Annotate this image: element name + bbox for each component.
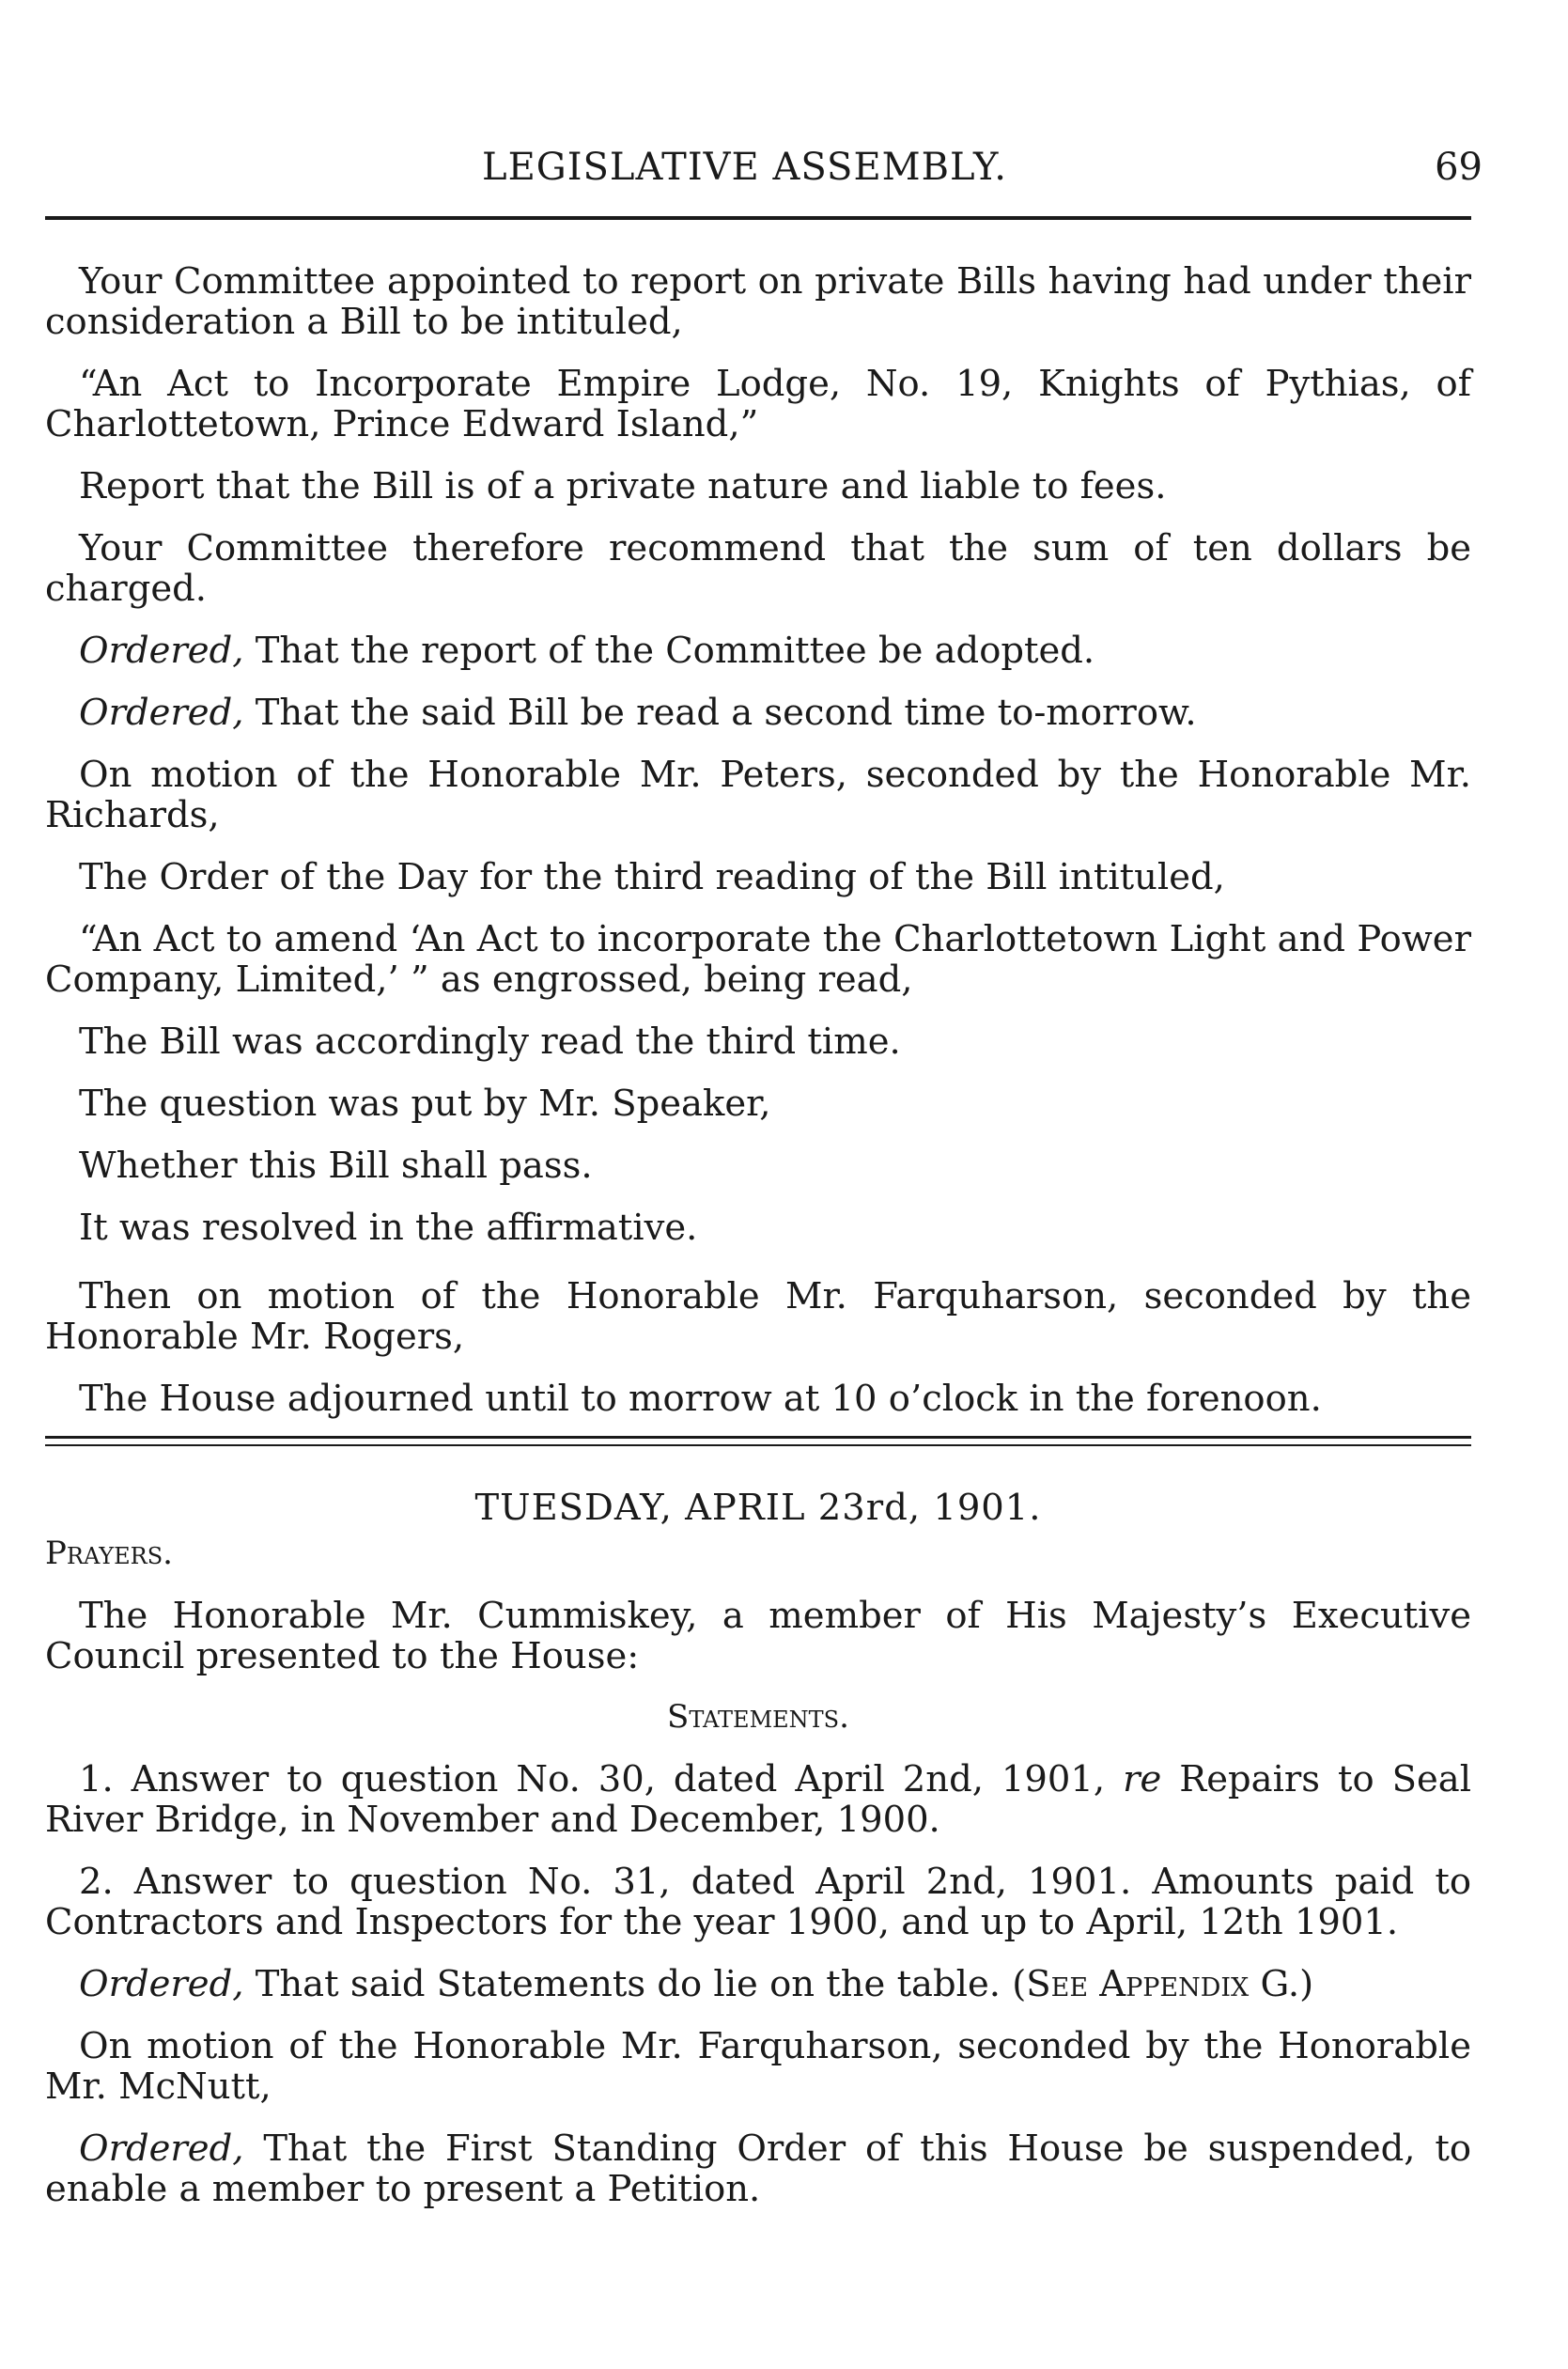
order-standing-order [45, 2128, 1471, 2209]
house-adjourned: The House adjourned until to morrow at 10 o’clock in the forenoon. [79, 1378, 1322, 1420]
running-head [45, 146, 1483, 202]
motion-peters: On motion of the Honorable Mr. Peters, seconded by the Honorable Mr. Richards, [45, 754, 1471, 836]
re-label: re [1123, 1758, 1162, 1800]
order-statements-table [45, 1964, 1471, 2004]
prayers-label: Prayers. [45, 1535, 173, 1572]
order-text: That said Statements do lie on the table. [243, 1963, 1013, 2005]
resolved-affirmative: It was resolved in the affirmative. [79, 1207, 698, 1249]
statement-item-2: 2. Answer to question No. 31, dated April 2nd, 1901. Amounts paid to Contractors and Inspectors for the year 1900, and up to April, 12th 1901. [45, 1861, 1471, 1943]
page-body [45, 261, 1471, 2209]
ordered-label: Ordered, [79, 692, 244, 734]
order-text: That the said Bill be read a second time to-morrow. [243, 692, 1197, 734]
ordered-label: Ordered, [79, 630, 244, 672]
fee-recommendation: Your Committee therefore recommend that the sum of ten dollars be charged. [45, 527, 1471, 610]
motion-adjourn: Then on motion of the Honorable Mr. Farquharson, seconded by the Honorable Mr. Rogers, [45, 1275, 1471, 1358]
order-of-day: The Order of the Day for the third reading of the Bill intituled, [79, 856, 1225, 898]
statements-heading: Statements. [667, 1698, 849, 1736]
bill-title-empire-lodge: “An Act to Incorporate Empire Lodge, No. 19, Knights of Pythias, of Charlottetown, Prince Edward Island,” [45, 363, 1471, 445]
ordered-label: Ordered, [79, 2127, 244, 2170]
third-reading: The Bill was accordingly read the third time. [79, 1021, 901, 1063]
order-text: That the report of the Committee be adopted. [243, 630, 1095, 672]
section-divider [45, 1436, 1471, 1446]
statement-text: Repairs to Seal River Bridge, in November and December, 1900. [45, 1758, 1472, 1841]
statement-text: 1. Answer to question No. 30, dated April 2nd, 1901, [79, 1758, 1124, 1800]
committee-report-intro: Your Committee appointed to report on private Bills having had under their consideration a Bill to be intituled, [45, 260, 1471, 343]
question-put: The question was put by Mr. Speaker, [79, 1083, 771, 1125]
motion-farquharson: On motion of the Honorable Mr. Farquharson, seconded by the Honorable Mr. McNutt, [45, 2025, 1471, 2108]
order-text: That the First Standing Order of this House be suspended, to enable a member to present a Petition. [45, 2127, 1471, 2210]
statement-item-1 [45, 1759, 1471, 1840]
bill-title-light-power: “An Act to amend ‘An Act to incorporate the Charlottetown Light and Power Company, Limited,’ ” as engrossed, being read, [45, 918, 1471, 1001]
page-number: 69 [1435, 146, 1483, 189]
order-second-reading [45, 693, 1471, 733]
whether-pass: Whether this Bill shall pass. [79, 1145, 593, 1187]
ordered-label: Ordered, [79, 1963, 244, 2005]
report-private-nature: Report that the Bill is of a private nature and liable to fees. [79, 465, 1167, 507]
day-heading: TUESDAY, APRIL 23rd, 1901. [474, 1487, 1042, 1529]
header-rule [45, 216, 1471, 220]
cummiskey-presentation: The Honorable Mr. Cummiskey, a member of His Majesty’s Executive Council presented to the House: [45, 1595, 1471, 1677]
running-title: LEGISLATIVE ASSEMBLY. [482, 146, 1007, 189]
order-adopt-report [45, 631, 1471, 671]
appendix-reference: (See Appendix G.) [1012, 1963, 1314, 2005]
